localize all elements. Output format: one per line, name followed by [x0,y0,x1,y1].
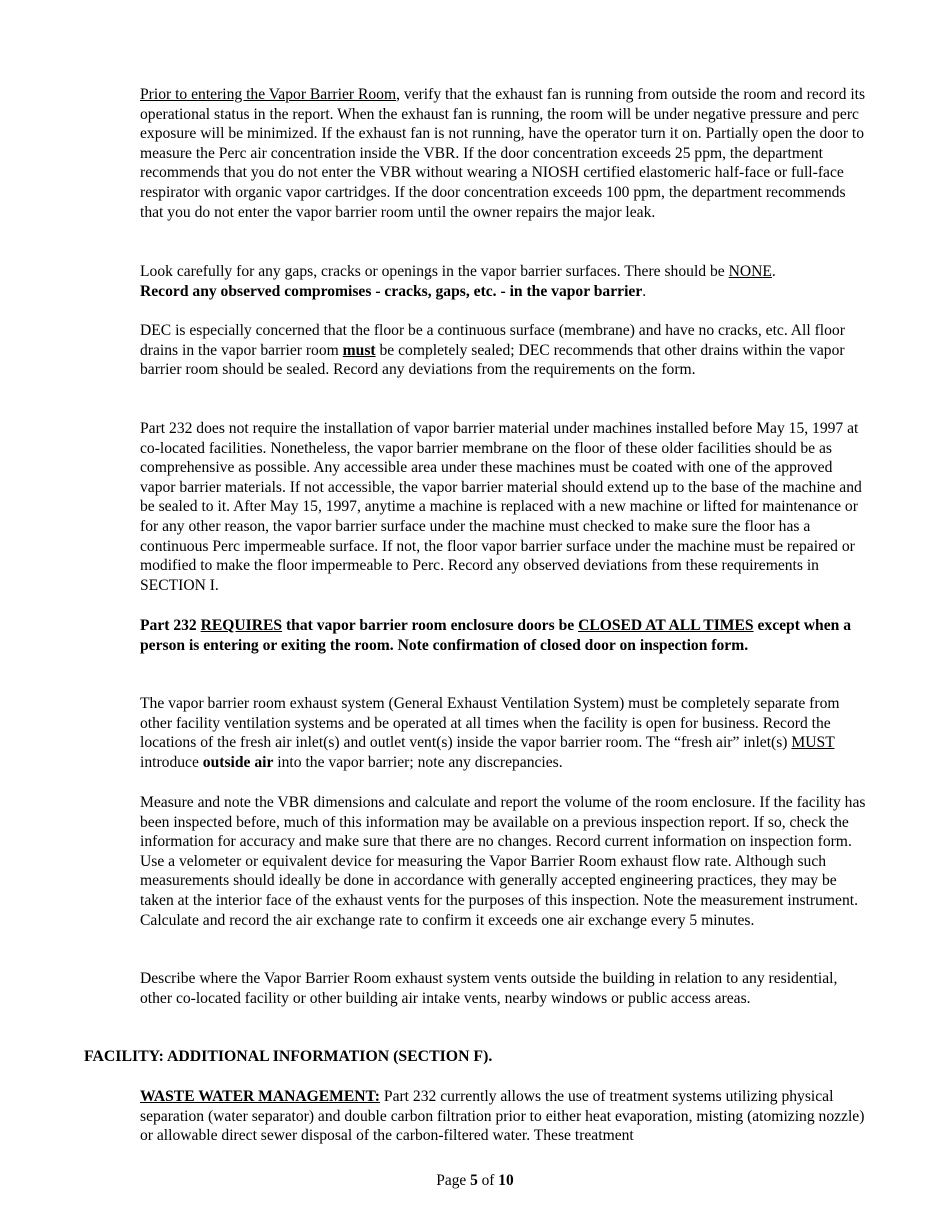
section-heading: FACILITY: ADDITIONAL INFORMATION (SECTION F). [84,1048,493,1065]
period: . [642,282,647,300]
page-footer [0,1171,950,1191]
paragraph-text: , verify that the exhaust fan is running from outside the room and record its operational status in the report. When the exhaust fan is running, the room will be under negative pressure and perc exposure will be minimized. If the exhaust fan is not running, have the operator turn it on. Partially open the door to measure the Perc air concentration inside the VBR. If the door concentration exceeds 25 ppm, the department recommends that you do not enter the VBR without wearing a NIOSH certified elastomeric half-face or full-face respirator with organic vapor cartridges. If the door concentration exceeds 100 ppm, the department recommends that you do not enter the vapor barrier room until the owner repairs the major leak. [140,86,866,221]
paragraph-text: The vapor barrier room exhaust system (General Exhaust Ventilation System) must be completely separate from other facility ventilation systems and be operated at all times when the facility is open for business. Record the locations of the fresh air inlet(s) and outlet vent(s) inside the vapor barrier room. The “fresh air” inlet(s) [140,695,840,752]
paragraph-text: into the vapor barrier; note any discrepancies. [273,753,563,771]
paragraph-vent-location [140,969,868,1008]
page-current: 5 [470,1172,478,1189]
paragraph-gaps [140,262,868,301]
paragraph-waste-water [140,1087,868,1146]
paragraph-floor [140,321,868,380]
emphasis-must: must [342,341,376,359]
paragraph-text: introduce [140,753,203,771]
paragraph-text: Measure and note the VBR dimensions and calculate and report the volume of the room enclosure. If the facility has been inspected before, much of this information may be available on a previous inspection report. If so, check the information for accuracy and make sure that there are no changes. Record current information on inspection form. Use a velometer or equivalent device for measuring the Vapor Barrier Room exhaust flow rate. Although such measurements should ideally be done in accordance with generally accepted engineering practices, they may be taken at the interior face of the exhaust vents for the purposes of this inspection. Note the measurement instrument. Calculate and record the air exchange rate to confirm it exceeds one air exchange every 5 minutes. [140,794,866,929]
emphasis-none: NONE [728,263,772,280]
page-of: of [477,1172,499,1189]
paragraph-text: DEC is especially concerned that the floor be a continuous surface (membrane) and have no cracks, etc. All floor drains in the vapor barrier room [140,322,845,359]
bold-instruction: Record any observed compromises - cracks, gaps, etc. - in the vapor barrier [140,282,643,300]
page-label: Page [436,1172,471,1189]
emphasis-outside-air: outside air [202,753,274,771]
paragraph-text: Describe where the Vapor Barrier Room exhaust system vents outside the building in relation to any residential, other co-located facility or other building air intake vents, nearby windows or public access areas. [140,970,838,1007]
paragraph-text: Part 232 does not require the installation of vapor barrier material under machines installed before May 15, 1997 at co-located facilities. Nonetheless, the vapor barrier membrane on the floor of these older facilities should be as comprehensive as possible. Any accessible area under these machines must be coated with one of the approved vapor barrier materials. If not accessible, the vapor barrier material should extend up to the base of the machine and be sealed to it. After May 15, 1997, anytime a machine is replaced with a new machine or lifted for maintenance or for any other reason, the vapor barrier surface under the machine must checked to make sure the floor has a continuous Perc impermeable surface. If not, the floor vapor barrier surface under the machine must be repaired or modified to make the floor impermeable to Perc. Record any observed deviations from these requirements in SECTION I. [140,420,862,594]
emphasis-must-upper: MUST [791,734,835,752]
underlined-lead: Prior to entering the Vapor Barrier Room [140,86,397,103]
bold-text: that vapor barrier room enclosure doors be [282,617,579,634]
paragraph-vbr-entry [140,85,868,222]
subsection-title: WASTE WATER MANAGEMENT: [140,1088,380,1105]
paragraph-text: Look carefully for any gaps, cracks or openings in the vapor barrier surfaces. There should be [140,263,729,280]
emphasis-closed: CLOSED AT ALL TIMES [578,617,754,634]
paragraph-text: be completely sealed; DEC recommends that other drains within the vapor barrier room should be sealed. Record any deviations from the requirements on the form. [140,341,845,379]
paragraph-doors-closed [140,616,868,655]
paragraph-text: Part 232 currently allows the use of treatment systems utilizing physical separation (water separator) and double carbon filtration prior to either heat evaporation, misting (atomizing nozzle) or allowable direct sewer disposal of the carbon-filtered water. These treatment [140,1088,865,1145]
page-total: 10 [498,1172,514,1189]
bold-text: Part 232 [140,617,201,634]
paragraph-part-232-machines [140,419,868,595]
paragraph-vbr-dimensions [140,793,868,930]
emphasis-requires: REQUIRES [200,617,283,634]
bold-text: except when a person is entering or exiting the room. Note confirmation of closed door on inspection form. [140,617,852,654]
period: . [771,263,776,280]
paragraph-exhaust-system [140,694,868,772]
